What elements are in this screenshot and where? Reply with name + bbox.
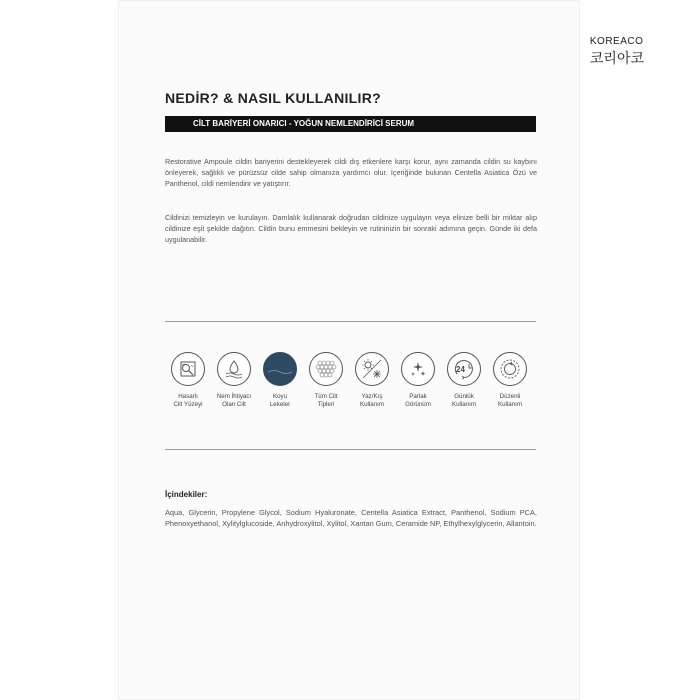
feature-regular-use bbox=[487, 352, 533, 408]
feature-label-line2: Kullanım bbox=[359, 400, 385, 408]
dark-spot-icon bbox=[263, 352, 297, 386]
feature-dark-spots bbox=[257, 352, 303, 408]
divider-bottom bbox=[165, 449, 536, 450]
svg-text:24: 24 bbox=[456, 365, 465, 374]
divider-top bbox=[165, 321, 536, 322]
feature-moisture bbox=[211, 352, 257, 408]
brand-name-en: KOREACO bbox=[589, 36, 644, 47]
brand-name-kr: 코리아코 bbox=[589, 51, 644, 67]
usage-paragraph: Cildinizi temizleyin ve kurulayın. Damlalık kullanarak doğrudan cildinize uygulayın veya elinize belli bir miktar alıp cildinize eşit şekilde dağıtın. Cildin bunu emmesini bekleyin ve rutininizin bir sonraki adımına geçin. Günde iki defa uygulanabilir. bbox=[165, 213, 537, 245]
ingredients-heading: İçindekiler: bbox=[165, 490, 208, 499]
feature-damaged-skin bbox=[165, 352, 211, 408]
feature-label-line2: Kullanım bbox=[451, 400, 477, 408]
description-paragraph: Restorative Ampoule cildin bariyerini destekleyerek cildi dış etkenlere karşı korur, aynı zamanda cildin su kaybını önleyerek, sağlıklı ve pürüzsüz cilde sahip olmanıza yardımcı olur. İçeriğinde bulunan Centella Asiatica Özü ve Panthenol, cildi nemlendirir ve yatıştırır. bbox=[165, 157, 537, 189]
feature-label-line1: Hasarlı bbox=[178, 393, 198, 400]
page-title: NEDİR? & NASIL KULLANILIR? bbox=[165, 90, 381, 106]
product-banner bbox=[165, 116, 536, 132]
sparkle-icon bbox=[401, 352, 435, 386]
skin-texture-icon bbox=[309, 352, 343, 386]
feature-label-line2: Lekeler bbox=[269, 400, 291, 408]
feature-label-line2: Cilt Yüzeyi bbox=[173, 400, 203, 408]
feature-radiant bbox=[395, 352, 441, 408]
summer-winter-icon bbox=[355, 352, 389, 386]
feature-label-line1: Koyu bbox=[272, 393, 288, 400]
feature-label-line1: Günlük bbox=[454, 393, 474, 400]
feature-daily-use bbox=[441, 352, 487, 408]
ingredients-list: Aqua, Glycerin, Propylene Glycol, Sodium Hyaluronate, Centella Asiatica Extract, Panthenol, Sodium PCA, Phenoxyethanol, Xylitylglucoside, Anhydroxylitol, Xylitol, Xantan Gum, Ceramide NP, Ethylhexylglycerin, Allantoin. bbox=[165, 508, 537, 529]
24h-clock-icon bbox=[447, 352, 481, 386]
moisture-drop-icon bbox=[217, 352, 251, 386]
feature-label-line1: Düzenli bbox=[499, 393, 521, 400]
feature-summer-winter bbox=[349, 352, 395, 408]
brand-logo bbox=[590, 36, 644, 68]
feature-label-line1: Tüm Cilt bbox=[314, 393, 338, 400]
feature-label-line1: Parlak bbox=[409, 393, 427, 400]
banner-text: CİLT BARİYERİ ONARICI - YOĞUN NEMLENDİRİCİ SERUM bbox=[193, 119, 415, 128]
feature-icons bbox=[165, 352, 537, 422]
feature-label-line2: Tipleri bbox=[317, 400, 335, 408]
feature-all-skin-types bbox=[303, 352, 349, 408]
feature-label-line2: Olan Cilt bbox=[222, 400, 246, 408]
damaged-skin-icon bbox=[171, 352, 205, 386]
regular-use-icon bbox=[493, 352, 527, 386]
feature-label-line1: Yaz/Kış bbox=[361, 393, 383, 400]
feature-label-line1: Nem İhtiyacı bbox=[216, 393, 252, 400]
feature-label-line2: Kullanım bbox=[497, 400, 523, 408]
feature-label-line2: Görünüm bbox=[405, 400, 431, 408]
